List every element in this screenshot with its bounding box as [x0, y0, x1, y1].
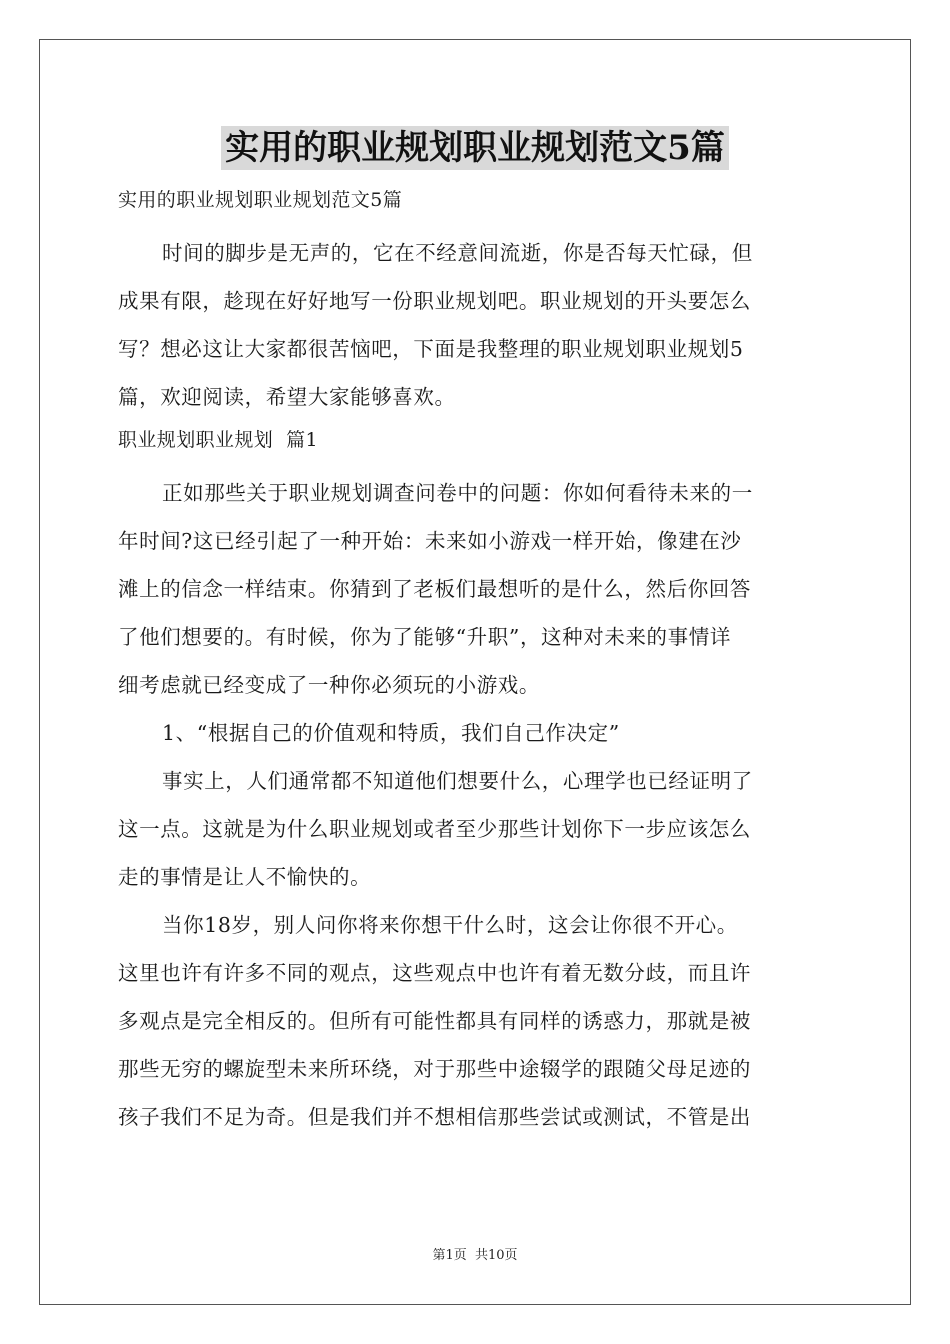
- paragraph-line: 事实上，人们通常都不知道他们想要什么，心理学也已经证明了: [162, 769, 753, 793]
- paragraph-line: 那些无穷的螺旋型未来所环绕，对于那些中途辍学的跟随父母足迹的: [118, 1057, 751, 1081]
- paragraph-line: 走的事情是让人不愉快的。: [118, 865, 372, 889]
- intro-line: 时间的脚步是无声的，它在不经意间流逝，你是否每天忙碌，但: [162, 241, 753, 265]
- paragraph-line: 当你18岁，别人问你将来你想干什么时，这会让你很不开心。: [162, 913, 738, 937]
- paragraph-line: 这一点。这就是为什么职业规划或者至少那些计划你下一步应该怎么: [118, 817, 751, 841]
- document-body: [118, 181, 834, 1141]
- paragraph-line: 孩子我们不足为奇。但是我们并不想相信那些尝试或测试，不管是出: [118, 1105, 751, 1129]
- paragraph-line: 这里也许有许多不同的观点，这些观点中也许有着无数分歧，而且许: [118, 961, 751, 985]
- point-heading: 1、“根据自己的价值观和特质，我们自己作决定”: [162, 721, 620, 745]
- paragraph-line: 正如那些关于职业规划调查问卷中的问题：你如何看待未来的一: [162, 481, 753, 505]
- paragraph-line: 多观点是完全相反的。但所有可能性都具有同样的诱惑力，那就是被: [118, 1009, 751, 1033]
- paragraph-line: 细考虑就已经变成了一种你必须玩的小游戏。: [118, 673, 540, 697]
- paragraph-line: 滩上的信念一样结束。你猜到了老板们最想听的是什么，然后你回答: [118, 577, 751, 601]
- paragraph-line: 年时间?这已经引起了一种开始：未来如小游戏一样开始，像建在沙: [118, 529, 742, 553]
- intro-line: 成果有限，趁现在好好地写一份职业规划吧。职业规划的开头要怎么: [118, 289, 751, 313]
- section-heading: 职业规划职业规划 篇1: [118, 429, 318, 451]
- document-subtitle: 实用的职业规划职业规划范文5篇: [118, 189, 403, 211]
- paragraph-line: 了他们想要的。有时候，你为了能够“升职”，这种对未来的事情详: [118, 625, 731, 649]
- page-footer: 第1页 共10页: [432, 1248, 518, 1263]
- intro-line: 写？想必这让大家都很苦恼吧，下面是我整理的职业规划职业规划5: [118, 337, 744, 361]
- document-title: 实用的职业规划职业规划范文5篇: [221, 126, 729, 170]
- title-container: [0, 126, 950, 170]
- intro-line: 篇，欢迎阅读，希望大家能够喜欢。: [118, 385, 456, 409]
